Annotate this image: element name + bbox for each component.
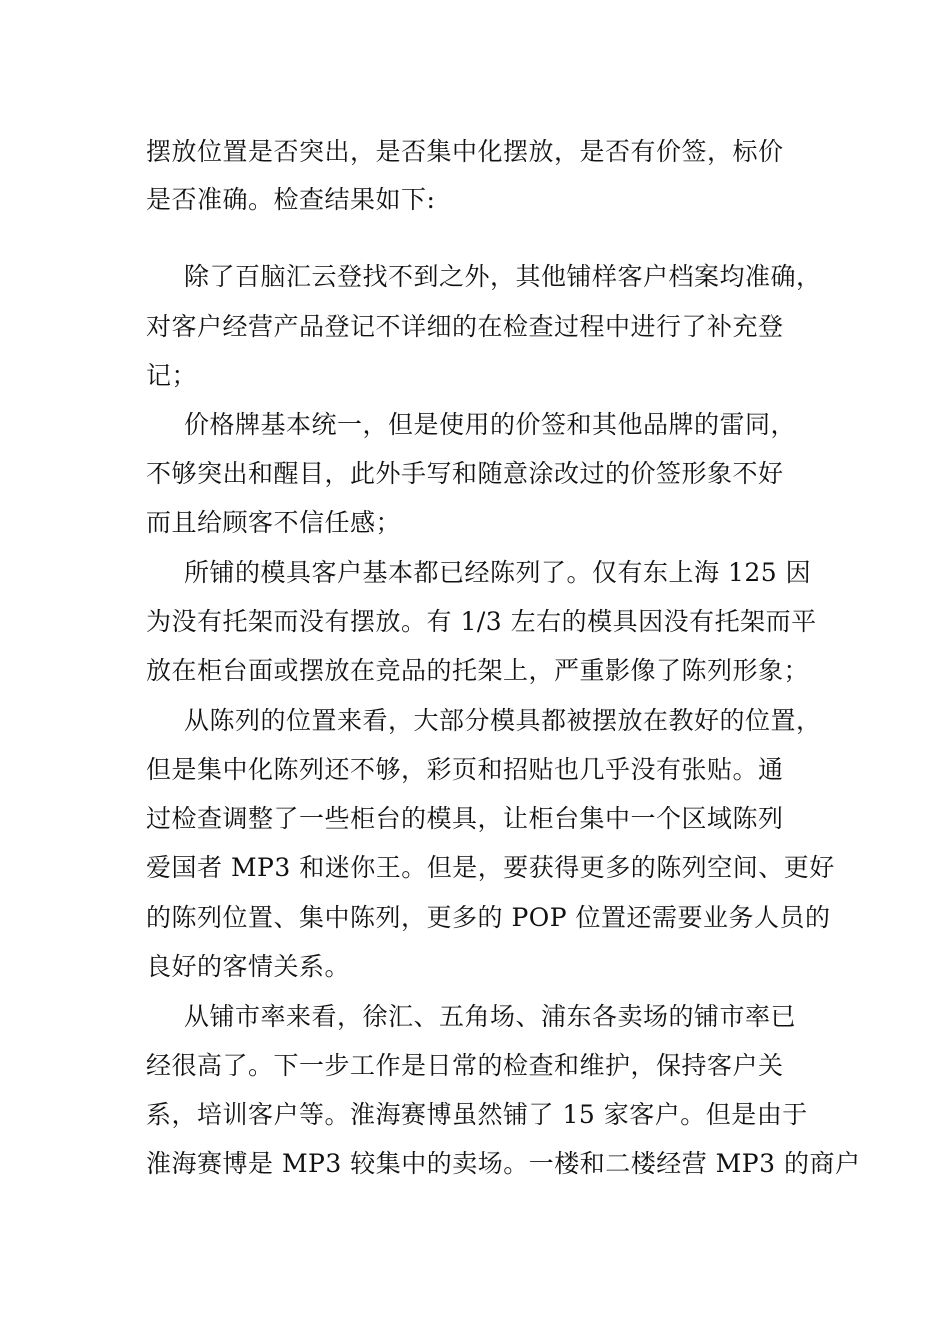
text-line: 是否准确。检查结果如下: [146,185,436,214]
paragraph-start: 从铺市率来看，徐汇、五角场、浦东各卖场的铺市率已 [184,1002,797,1031]
paragraph-start: 价格牌基本统一，但是使用的价签和其他品牌的雷同， [184,410,797,439]
text-line: 放在柜台面或摆放在竞品的托架上，严重影像了陈列形象； [146,656,810,685]
text-line: 摆放位置是否突出，是否集中化摆放，是否有价签，标价 [146,137,784,166]
text-line: 而且给顾客不信任感； [146,508,402,537]
text-line: 过检查调整了一些柜台的模具，让柜台集中一个区域陈列 [146,804,784,833]
text-line: 爱国者 MP3 和迷你王。但是，要获得更多的陈列空间、更好 [146,853,835,882]
text-line: 淮海赛博是 MP3 较集中的卖场。一楼和二楼经营 MP3 的商户 [146,1149,861,1178]
text-line: 对客户经营产品登记不详细的在检查过程中进行了补充登 [146,312,784,341]
text-line: 记； [146,361,198,390]
text-line: 系，培训客户等。淮海赛博虽然铺了 15 家客户。但是由于 [146,1100,808,1129]
paragraph-start: 所铺的模具客户基本都已经陈列了。仅有东上海 125 因 [184,558,812,587]
text-line: 的陈列位置、集中陈列，更多的 POP 位置还需要业务人员的 [146,903,831,932]
text-line: 为没有托架而没有摆放。有 1/3 左右的模具因没有托架而平 [146,607,817,636]
text-line: 不够突出和醒目，此外手写和随意涂改过的价签形象不好 [146,459,784,488]
text-line: 经很高了。下一步工作是日常的检查和维护，保持客户关 [146,1051,784,1080]
text-line: 良好的客情关系。 [146,952,351,981]
text-line: 但是集中化陈列还不够，彩页和招贴也几乎没有张贴。通 [146,755,784,784]
paragraph-start: 从陈列的位置来看，大部分模具都被摆放在教好的位置， [184,706,822,735]
paragraph-start: 除了百脑汇云登找不到之外，其他铺样客户档案均准确， [184,262,822,291]
